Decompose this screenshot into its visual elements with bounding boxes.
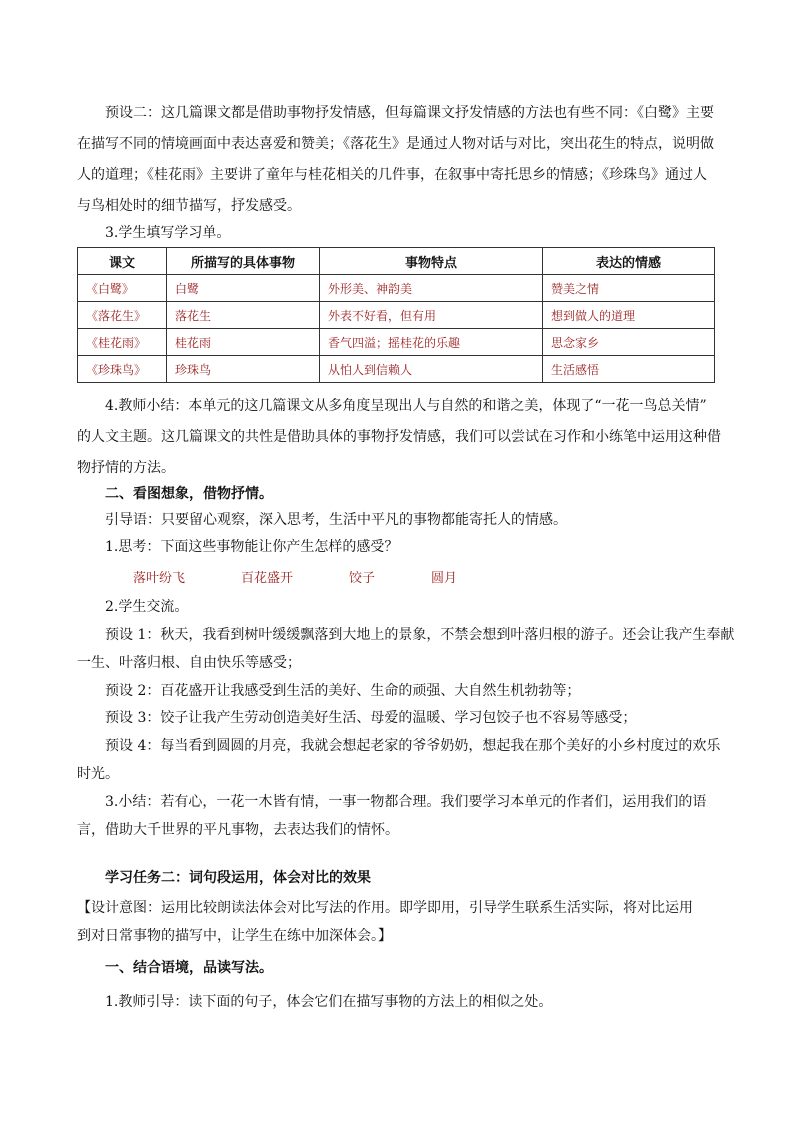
- table-cell: 赞美之情: [543, 275, 715, 302]
- table-cell: 想到做人的道理: [543, 302, 715, 329]
- paragraph-preset4-line2: 时光。: [77, 766, 119, 782]
- table-cell: 生活感悟: [543, 356, 715, 383]
- paragraph-design-intent-line2: 到对日常事物的描写中，让学生在练中加深体会。】: [77, 928, 392, 944]
- paragraph-preset-2-line1: 预设二：这几篇课文都是借助事物抒发情感，但每篇课文抒发情感的方法也有些不同：《白鹭》主要: [105, 105, 714, 121]
- paragraph-preset-2-line3: 人的道理；《桂花雨》主要讲了童年与桂花相关的几件事，在叙事中寄托思乡的情感；《珍珠鸟》通过人: [77, 167, 707, 183]
- section-heading-imagine: 二、看图想象，借物抒情。: [105, 486, 273, 502]
- table-header-cell: 表达的情感: [543, 248, 715, 275]
- paragraph-preset3: 预设 3：饺子让我产生劳动创造美好生活、母爱的温暖、学习包饺子也不容易等感受；: [105, 710, 637, 726]
- table-header-row: [78, 248, 715, 275]
- paragraph-teacher-summary-line2: 的人文主题。这几篇课文的共性是借助具体的事物抒发情感，我们可以尝试在习作和小练笔中运用这种借: [77, 429, 721, 445]
- paragraph-teacher-summary-line3: 物抒情的方法。: [77, 460, 175, 476]
- table-cell: 白鹭: [167, 275, 320, 302]
- task-two-heading: 学习任务二：词句段运用，体会对比的效果: [105, 870, 371, 886]
- paragraph-teacher-summary-line1: 4.教师小结：本单元的这几篇课文从多角度呈现出人与自然的和谐之美，体现了“一花一鸟总关情”: [105, 398, 707, 414]
- table-cell: 《珍珠鸟》: [78, 356, 167, 383]
- table-cell: 《白鹭》: [78, 275, 167, 302]
- paragraph-preset2: 预设 2：百花盛开让我感受到生活的美好、生命的顽强、大自然生机勃勃等；: [105, 683, 581, 699]
- table-cell: 珍珠鸟: [167, 356, 320, 383]
- paragraph-preset4-line1: 预设 4：每当看到圆圆的月亮，我就会想起老家的爷爷奶奶，想起我在那个美好的小乡村度过的欢乐: [105, 738, 721, 754]
- paragraph-guide: 引导语：只要留心观察，深入思考，生活中平凡的事物都能寄托人的情感。: [105, 512, 567, 528]
- section-heading-context: 一、结合语境，品读写法。: [105, 960, 273, 976]
- table-row: [78, 356, 715, 383]
- handwritten-item: 饺子: [349, 571, 376, 586]
- paragraph-preset1-line1: 预设 1：秋天，我看到树叶缓缓飘落到大地上的景象，不禁会想到叶落归根的游子。还会让我产生奉献: [105, 627, 735, 643]
- study-worksheet-table: [77, 247, 715, 383]
- paragraph-student-exchange: 2.学生交流。: [105, 599, 189, 615]
- paragraph-preset1-line2: 一生、叶落归根、自由快乐等感受；: [77, 655, 301, 671]
- handwritten-item: 百花盛开: [241, 571, 294, 586]
- table-header-cell: 所描写的具体事物: [167, 248, 320, 275]
- paragraph-summary-line1: 3.小结：若有心，一花一木皆有情，一事一物都合理。我们要学习本单元的作者们，运用我们的语: [105, 794, 707, 810]
- table-row: [78, 275, 715, 302]
- paragraph-think-question: 1.思考：下面这些事物能让你产生怎样的感受？: [105, 539, 399, 555]
- handwritten-items: [77, 564, 485, 594]
- handwritten-item: 圆月: [431, 571, 458, 586]
- paragraph-fill-worksheet: 3.学生填写学习单。: [105, 225, 231, 241]
- paragraph-preset-2-line4: 与鸟相处时的细节描写，抒发感受。: [77, 198, 301, 214]
- table-cell: 从怕人到信赖人: [320, 356, 543, 383]
- table-cell: 外形美、神韵美: [320, 275, 543, 302]
- table-cell: 桂花雨: [167, 329, 320, 356]
- table-cell: 《桂花雨》: [78, 329, 167, 356]
- table-cell: 《落花生》: [78, 302, 167, 329]
- paragraph-design-intent-line1: 【设计意图：运用比较朗读法体会对比写法的作用。即学即用，引导学生联系生活实际，将对比运用: [77, 900, 693, 916]
- table-row: [78, 329, 715, 356]
- table-header-cell: 课文: [78, 248, 167, 275]
- table-cell: 思念家乡: [543, 329, 715, 356]
- table-cell: 香气四溢；摇桂花的乐趣: [320, 329, 543, 356]
- paragraph-summary-line2: 言，借助大千世界的平凡事物，去表达我们的情怀。: [77, 822, 399, 838]
- table-header-cell: 事物特点: [320, 248, 543, 275]
- table-cell: 外表不好看，但有用: [320, 302, 543, 329]
- paragraph-teacher-guide: 1.教师引导：读下面的句子，体会它们在描写事物的方法上的相似之处。: [105, 994, 553, 1010]
- handwritten-item: 落叶纷飞: [133, 571, 186, 586]
- paragraph-preset-2-line2: 在描写不同的情境画面中表达喜爱和赞美；《落花生》是通过人物对话与对比，突出花生的特点，说明做: [77, 136, 714, 152]
- table-row: [78, 302, 715, 329]
- table-cell: 落花生: [167, 302, 320, 329]
